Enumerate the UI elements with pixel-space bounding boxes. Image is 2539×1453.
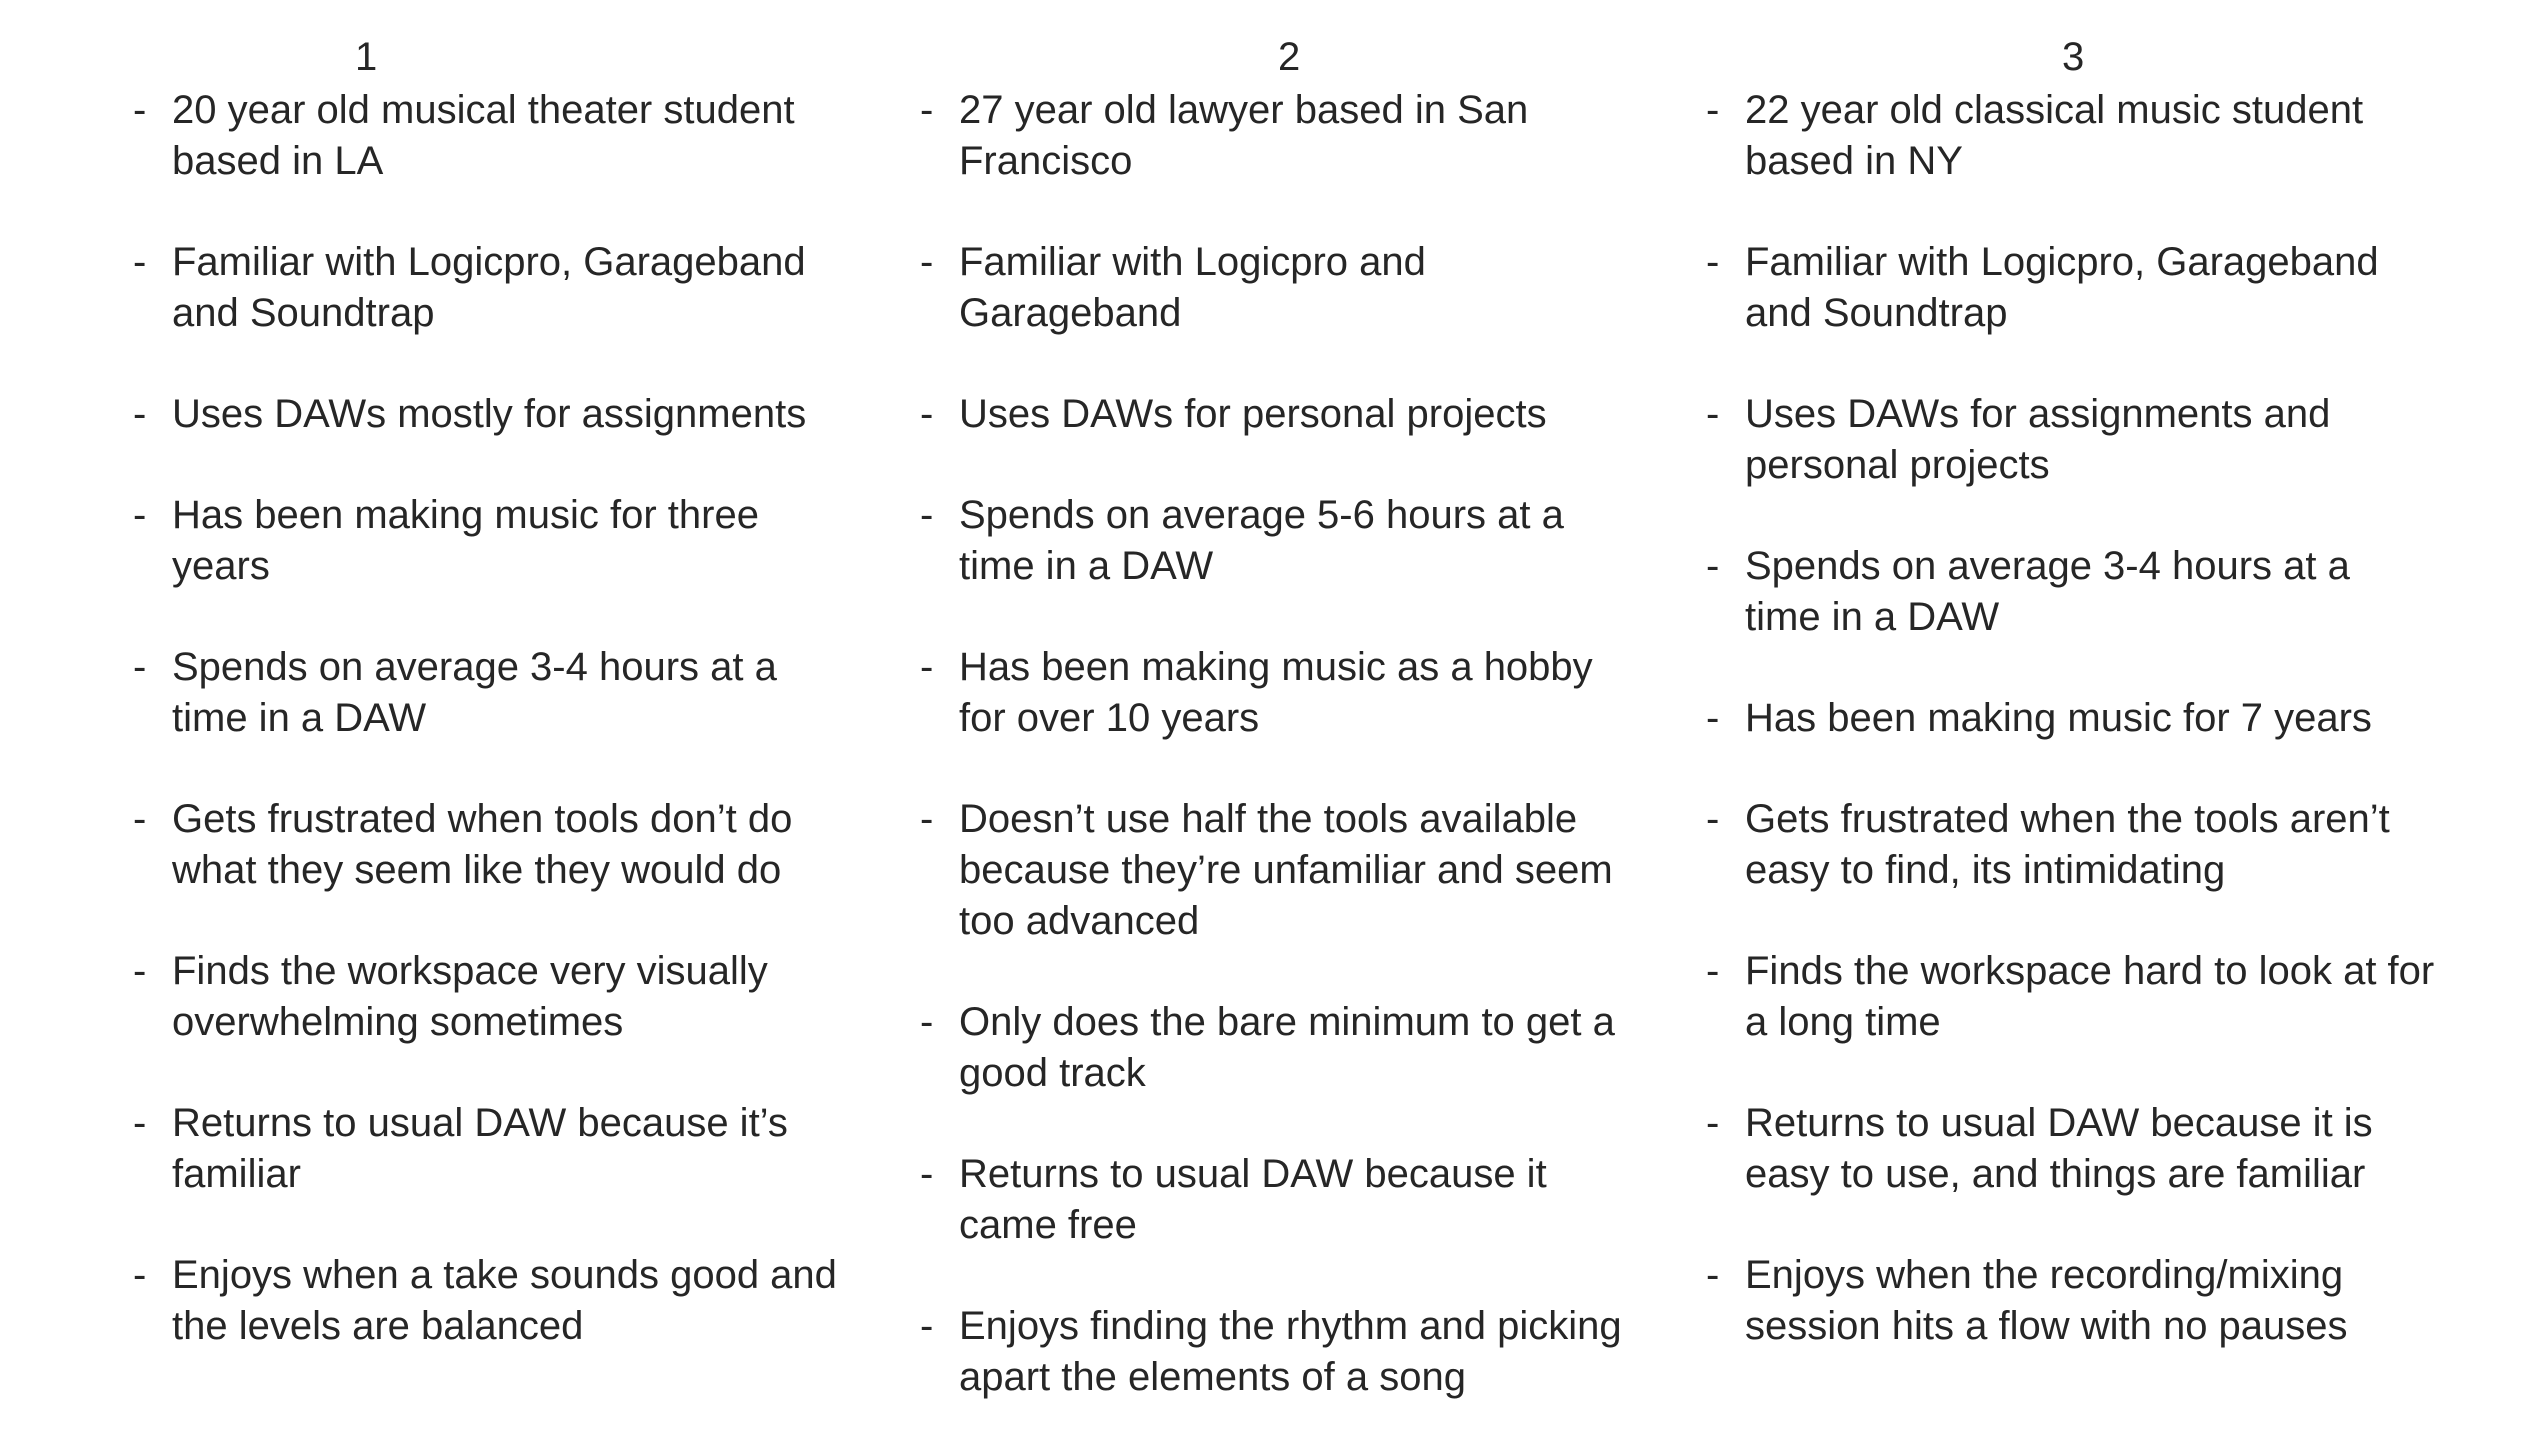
list-item-text: Only does the bare minimum to get a good track xyxy=(959,1000,1615,1095)
list-item xyxy=(1706,541,2436,643)
bullet-dash: - xyxy=(133,240,147,284)
bullet-list xyxy=(133,85,853,1352)
list-item-text: Uses DAWs mostly for assignments xyxy=(172,392,807,436)
list-item-text: 20 year old musical theater student based in LA xyxy=(172,88,795,183)
list-item xyxy=(133,794,853,896)
list-item-text: Uses DAWs for personal projects xyxy=(959,392,1547,436)
bullet-dash: - xyxy=(920,240,934,284)
column-number: 3 xyxy=(2062,35,2085,79)
list-item-text: Finds the workspace very visually overwhelming sometimes xyxy=(172,949,768,1044)
persona-column-1 xyxy=(133,30,853,1402)
list-item-text: 27 year old lawyer based in San Francisco xyxy=(959,88,1529,183)
list-item xyxy=(133,85,853,187)
list-item xyxy=(1706,85,2436,187)
list-item xyxy=(133,1098,853,1200)
bullet-dash: - xyxy=(1706,1101,1720,1145)
list-item xyxy=(133,389,853,440)
bullet-dash: - xyxy=(133,1253,147,1297)
list-item xyxy=(920,1149,1650,1251)
bullet-dash: - xyxy=(1706,797,1720,841)
bullet-list xyxy=(1706,85,2436,1352)
list-item xyxy=(1706,946,2436,1048)
list-item-text: Enjoys when the recording/mixing session hits a flow with no pauses xyxy=(1745,1253,2348,1348)
bullet-dash: - xyxy=(920,797,934,841)
list-item-text: Finds the workspace hard to look at for a long time xyxy=(1745,949,2435,1044)
list-item-text: Returns to usual DAW because it’s familiar xyxy=(172,1101,788,1196)
column-number: 1 xyxy=(355,35,378,79)
list-item-text: Uses DAWs for assignments and personal projects xyxy=(1745,392,2331,487)
bullet-dash: - xyxy=(1706,544,1720,588)
list-item-text: Has been making music for three years xyxy=(172,493,759,588)
list-item xyxy=(920,237,1650,339)
list-item xyxy=(920,1301,1650,1403)
list-item xyxy=(920,490,1650,592)
list-item xyxy=(133,642,853,744)
list-item xyxy=(133,1250,853,1352)
bullet-dash: - xyxy=(920,392,934,436)
list-item xyxy=(133,946,853,1048)
list-item-text: Has been making music as a hobby for over 10 years xyxy=(959,645,1593,740)
list-item xyxy=(1706,1250,2436,1352)
persona-column-3 xyxy=(1706,30,2436,1402)
list-item xyxy=(1706,237,2436,339)
list-item-text: Enjoys finding the rhythm and picking apart the elements of a song xyxy=(959,1304,1622,1399)
list-item xyxy=(920,389,1650,440)
bullet-dash: - xyxy=(1706,949,1720,993)
bullet-dash: - xyxy=(920,1152,934,1196)
list-item xyxy=(133,490,853,592)
list-item-text: Familiar with Logicpro, Garageband and Soundtrap xyxy=(1745,240,2379,335)
list-item-text: Has been making music for 7 years xyxy=(1745,696,2372,740)
list-item xyxy=(920,997,1650,1099)
list-item-text: Familiar with Logicpro, Garageband and Soundtrap xyxy=(172,240,806,335)
list-item xyxy=(1706,1098,2436,1200)
list-item-text: Returns to usual DAW because it came free xyxy=(959,1152,1547,1247)
bullet-dash: - xyxy=(920,1304,934,1348)
list-item-text: Familiar with Logicpro and Garageband xyxy=(959,240,1426,335)
list-item xyxy=(1706,693,2436,744)
bullet-dash: - xyxy=(920,1000,934,1044)
persona-column-2 xyxy=(920,30,1650,1453)
list-item xyxy=(920,642,1650,744)
bullet-dash: - xyxy=(133,797,147,841)
bullet-dash: - xyxy=(133,645,147,689)
list-item xyxy=(920,85,1650,187)
bullet-dash: - xyxy=(133,493,147,537)
bullet-dash: - xyxy=(1706,696,1720,740)
list-item-text: Enjoys when a take sounds good and the levels are balanced xyxy=(172,1253,837,1348)
bullet-dash: - xyxy=(1706,240,1720,284)
bullet-dash: - xyxy=(1706,392,1720,436)
bullet-dash: - xyxy=(920,645,934,689)
list-item-text: Gets frustrated when the tools aren’t easy to find, its intimidating xyxy=(1745,797,2390,892)
list-item-text: Gets frustrated when tools don’t do what they seem like they would do xyxy=(172,797,793,892)
list-item xyxy=(1706,794,2436,896)
list-item-text: 22 year old classical music student based in NY xyxy=(1745,88,2364,183)
list-item-text: Doesn’t use half the tools available because they’re unfamiliar and seem too advanced xyxy=(959,797,1613,943)
list-item-text: Spends on average 3-4 hours at a time in a DAW xyxy=(1745,544,2350,639)
bullet-dash: - xyxy=(133,88,147,132)
list-item xyxy=(133,237,853,339)
list-item xyxy=(1706,389,2436,491)
column-number: 2 xyxy=(1278,35,1301,79)
bullet-list xyxy=(920,85,1650,1403)
bullet-dash: - xyxy=(920,88,934,132)
bullet-dash: - xyxy=(920,493,934,537)
list-item-text: Spends on average 5-6 hours at a time in a DAW xyxy=(959,493,1564,588)
bullet-dash: - xyxy=(1706,1253,1720,1297)
bullet-dash: - xyxy=(133,1101,147,1145)
bullet-dash: - xyxy=(1706,88,1720,132)
list-item xyxy=(920,794,1650,947)
list-item-text: Spends on average 3-4 hours at a time in a DAW xyxy=(172,645,777,740)
list-item-text: Returns to usual DAW because it is easy to use, and things are familiar xyxy=(1745,1101,2373,1196)
bullet-dash: - xyxy=(133,949,147,993)
bullet-dash: - xyxy=(133,392,147,436)
